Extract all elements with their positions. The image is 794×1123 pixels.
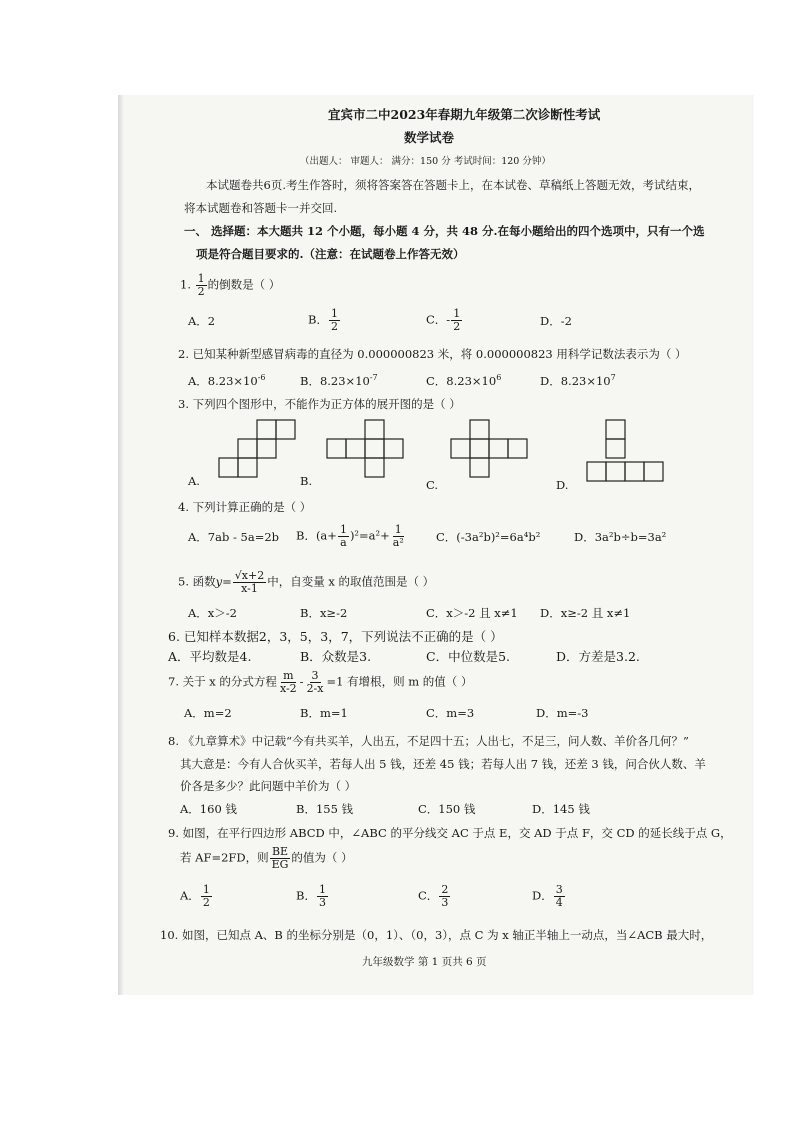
- exam-subtitle: 数学试卷: [404, 130, 455, 145]
- question-8-line2: 其大意是：今有人合伙买羊，若每人出 5 钱，还差 45 钱；若每人出 7 钱，还差 3 钱，问合伙人数、羊: [180, 757, 706, 771]
- q9-option-b: B． $\frac{1}{3}$: [296, 883, 326, 909]
- section1-line2: 项是符合题目要求的.（注意：在试题卷上作答无效）: [196, 247, 465, 261]
- q5-option-c: C．x＞-2 且 x≠1: [426, 606, 518, 620]
- exam-title: 宜宾市二中2023年春期九年级第二次诊断性考试: [328, 107, 601, 122]
- instructions-line1: 本试题卷共6页.考生作答时，须将答案答在答题卡上，在本试卷、草稿纸上答题无效，考试结束，: [206, 178, 700, 192]
- question-5-stem: 5. 函数y= $\frac{√x+2}{x-1}$ 中，自变量 x 的取值范围是（ ）: [178, 569, 435, 595]
- q3-option-a: A.: [188, 474, 200, 488]
- q4-option-d: D．3a²b÷b=3a²: [574, 530, 667, 544]
- q4-option-b: B．(a+ $\frac{1}{a}$ )²=a²+ $\frac{1}{\text{a²}}$: [296, 523, 404, 549]
- q6-option-d: D．方差是3.2.: [556, 649, 640, 664]
- instructions-line2: 将本试题卷和答题卡一并交回.: [184, 201, 338, 215]
- q5-option-d: D．x≥-2 且 x≠1: [540, 606, 631, 620]
- q1-option-c: C．- $\frac{1}{2}$: [426, 307, 461, 333]
- q6-option-a: A．平均数是4.: [168, 649, 252, 664]
- paper-edge: [118, 95, 124, 995]
- q1-option-a: A．2: [188, 314, 216, 328]
- question-9-line2: 若 AF=2FD，则 $\frac{BE}{EG}$ 的值为（ ）: [180, 845, 353, 871]
- question-9-line1: 9. 如图，在平行四边形 ABCD 中，∠ABC 的平分线交 AC 于点 E，交 AD 于点 F，交 CD 的延长线于点 G，: [168, 826, 732, 840]
- question-3-stem: 3. 下列四个图形中，不能作为正方体的展开图的是（ ）: [178, 397, 461, 411]
- q9-option-c: C． $\frac{2}{3}$: [418, 883, 449, 909]
- cube-net-b: [316, 418, 426, 488]
- cube-net-d: [574, 418, 674, 488]
- fraction: $\frac{1}{2}$: [197, 272, 205, 298]
- q4-option-a: A．7ab - 5a=2b: [188, 530, 280, 544]
- exam-meta: （出题人： 审题人： 满分：150 分 考试时间：120 分钟）: [300, 156, 551, 167]
- question-8-line3: 价各是多少？此问题中羊价为（ ）: [180, 779, 357, 793]
- q7-option-d: D．m=-3: [536, 706, 589, 720]
- q4-option-c: C．(-3a²b)²=6a⁴b²: [436, 530, 541, 544]
- page-footer: 九年级数学 第 1 页共 6 页: [362, 956, 487, 968]
- q7-option-a: A．m=2: [184, 706, 232, 720]
- q2-option-b: B．$8.23\times 10^{-7}$: [300, 373, 378, 388]
- question-1-stem: 1. $\frac{1}{2}$ 的倒数是（ ）: [180, 272, 281, 298]
- question-2-stem: 2. 已知某种新型感冒病毒的直径为 0.000000823 米，将 0.000000823 用科学记数法表示为（ ）: [178, 347, 687, 361]
- q6-option-c: C．中位数是5.: [426, 649, 510, 664]
- q8-option-c: C．150 钱: [418, 802, 476, 816]
- q9-option-a: A． $\frac{1}{2}$: [180, 883, 210, 909]
- q2-option-a: A．$8.23\times 10^{-6}$: [188, 373, 266, 388]
- question-8-line1: 8. 《九章算术》中记载“今有共买羊，人出五，不足四十五；人出七，不足三，问人数、羊价各几何？”: [168, 734, 689, 748]
- cube-net-c: [438, 418, 548, 488]
- cube-net-a: [200, 418, 313, 488]
- q5-option-a: A．x＞-2: [188, 606, 237, 620]
- q3-option-c: C.: [426, 478, 439, 492]
- question-7-stem: 7. 关于 x 的分式方程 $\frac{m}{x-2}$ - $\frac{3}{2-x}$ =1 有增根，则 m 的值（ ）: [168, 669, 473, 695]
- question-10-line1: 10. 如图，已知点 A、B 的坐标分别是（0，1）、（0，3），点 C 为 x 轴正半轴上一动点，当∠ACB 最大时，: [160, 928, 713, 942]
- q8-option-b: B．155 钱: [296, 802, 354, 816]
- q7-option-c: C．m=3: [426, 706, 475, 720]
- q2-option-c: C．$8.23\times 10^6$: [426, 373, 502, 388]
- question-6-stem: 6. 已知样本数据2，3，5，3，7，下列说法不正确的是（ ）: [168, 629, 503, 644]
- q9-option-d: D． $\frac{3}{4}$: [532, 883, 563, 909]
- section1-line1: 一、 选择题：本大题共 12 个小题，每小题 4 分，共 48 分.在每小题给出的四个选项中，只有一个选: [184, 224, 705, 238]
- q1-option-d: D．-2: [540, 314, 572, 328]
- q8-option-a: A．160 钱: [180, 802, 237, 816]
- question-4-stem: 4. 下列计算正确的是（ ）: [178, 500, 312, 514]
- q3-option-b: B.: [300, 474, 313, 488]
- q2-option-d: D．$8.23\times 10^7$: [540, 373, 616, 388]
- q5-option-b: B．x≥-2: [300, 606, 348, 620]
- q1-option-b: B． $\frac{1}{2}$: [308, 307, 338, 333]
- question-number: 1.: [180, 277, 191, 292]
- q3-option-d: D.: [556, 478, 569, 492]
- q7-option-b: B．m=1: [300, 706, 348, 720]
- q6-option-b: B．众数是3.: [300, 649, 372, 664]
- q8-option-d: D．145 钱: [532, 802, 590, 816]
